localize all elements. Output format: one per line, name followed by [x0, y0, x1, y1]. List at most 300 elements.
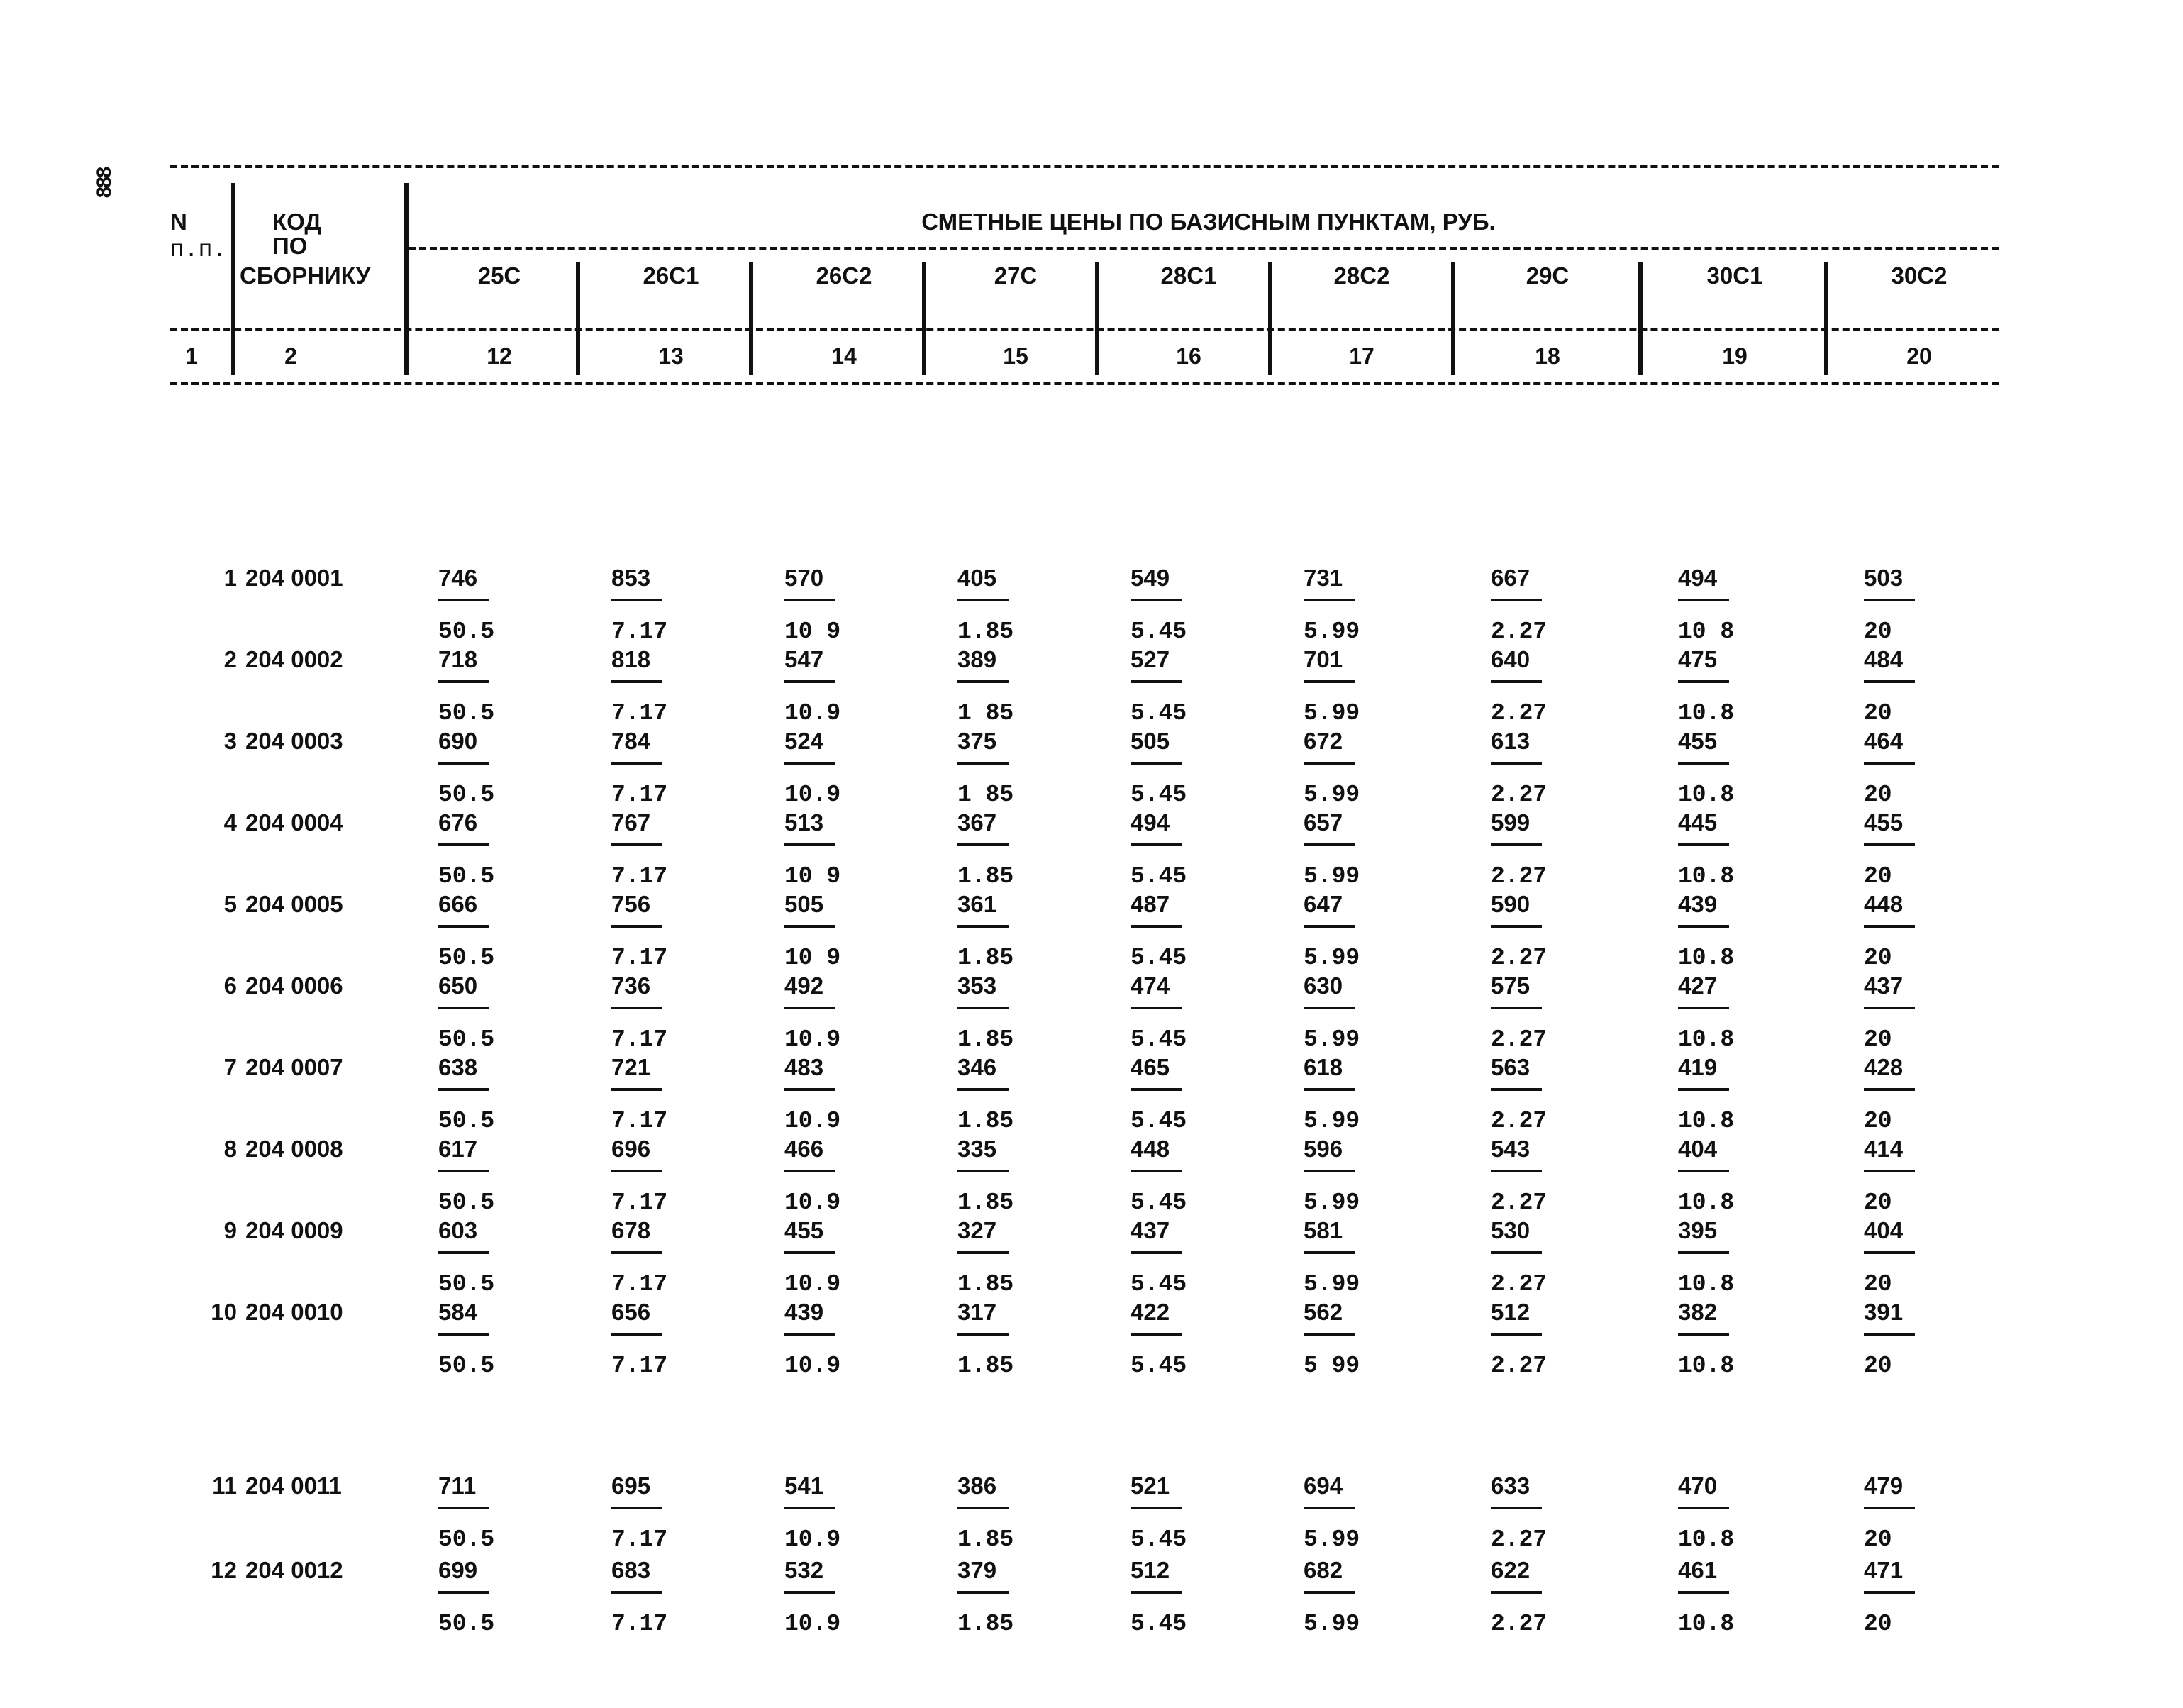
zone-header-4: 27С — [994, 262, 1038, 289]
fraction-line — [611, 1006, 662, 1009]
fraction-line — [957, 680, 1009, 683]
fraction-line — [1678, 925, 1729, 928]
zone-divider — [1824, 262, 1828, 375]
fraction-line — [438, 1333, 489, 1336]
fraction-line — [1304, 599, 1355, 601]
price-value: 701 — [1304, 646, 1343, 672]
price-index: 7.17 — [611, 863, 668, 889]
price-fraction — [1491, 1299, 1597, 1412]
price-value: 439 — [784, 1299, 824, 1325]
price-index: 20 — [1864, 1611, 1892, 1637]
fraction-line — [1678, 1591, 1729, 1594]
price-index: 10 8 — [1678, 619, 1735, 645]
fraction-line — [1678, 599, 1729, 601]
price-index: 5.45 — [1131, 700, 1187, 726]
price-value: 622 — [1491, 1557, 1531, 1583]
fraction-line — [1491, 843, 1542, 846]
price-fraction — [438, 1299, 545, 1412]
row-code: 204 0009 — [245, 1217, 343, 1243]
price-value: 389 — [957, 646, 997, 672]
divider-code-prices — [404, 183, 409, 375]
fraction-line — [1131, 1006, 1182, 1009]
zone-divider — [922, 262, 926, 375]
price-value: 575 — [1491, 972, 1531, 999]
price-index: 7.17 — [611, 1190, 668, 1216]
zones-rule — [409, 247, 1999, 250]
price-value: 361 — [957, 891, 997, 917]
fraction-line — [438, 1507, 489, 1509]
price-value: 466 — [784, 1136, 824, 1162]
price-index: 5.45 — [1131, 1611, 1187, 1637]
price-value: 678 — [611, 1217, 651, 1243]
fraction-line — [611, 1170, 662, 1172]
fraction-line — [1678, 843, 1729, 846]
price-index: 7.17 — [611, 782, 668, 808]
price-index: 20 — [1864, 700, 1892, 726]
fraction-line — [784, 843, 835, 846]
price-value: 521 — [1131, 1473, 1170, 1499]
fraction-line — [1131, 599, 1182, 601]
price-fraction — [1864, 1557, 1970, 1670]
price-value: 543 — [1491, 1136, 1531, 1162]
price-index: 10.8 — [1678, 1108, 1735, 1134]
column-number: 19 — [1722, 343, 1748, 369]
row-number: 1 — [223, 565, 237, 591]
price-value: 512 — [1131, 1557, 1170, 1583]
price-fraction — [1678, 1299, 1784, 1412]
price-value: 474 — [1131, 972, 1170, 999]
price-value: 494 — [1678, 565, 1718, 591]
fraction-line — [1491, 762, 1542, 765]
price-index: 10.8 — [1678, 1611, 1735, 1637]
price-index: 7.17 — [611, 1026, 668, 1053]
price-index: 7.17 — [611, 1353, 668, 1379]
column-number: 1 — [185, 343, 198, 369]
price-value: 603 — [438, 1217, 478, 1243]
fraction-line — [1131, 762, 1182, 765]
fraction-line — [1304, 843, 1355, 846]
col-n-label: N — [170, 209, 187, 235]
price-value: 736 — [611, 972, 651, 999]
price-value: 666 — [438, 891, 478, 917]
fraction-line — [1131, 1333, 1182, 1336]
price-value: 317 — [957, 1299, 997, 1325]
price-value: 455 — [1864, 809, 1904, 836]
price-value: 549 — [1131, 565, 1170, 591]
price-index: 1.85 — [957, 1190, 1014, 1216]
price-index: 10 9 — [784, 945, 841, 971]
price-value: 346 — [957, 1054, 997, 1080]
header-top-rule — [170, 165, 1999, 168]
price-value: 541 — [784, 1473, 824, 1499]
column-number: 2 — [284, 343, 297, 369]
price-value: 448 — [1131, 1136, 1170, 1162]
price-value: 683 — [611, 1557, 651, 1583]
price-value: 494 — [1131, 809, 1170, 836]
price-index: 2.27 — [1491, 1353, 1548, 1379]
fraction-line — [957, 1251, 1009, 1254]
price-index: 5.99 — [1304, 1611, 1360, 1637]
fraction-line — [1864, 1333, 1915, 1336]
price-index: 10.9 — [784, 1026, 841, 1053]
price-index: 2.27 — [1491, 782, 1548, 808]
fraction-line — [1131, 1507, 1182, 1509]
price-index: 2.27 — [1491, 863, 1548, 889]
fraction-line — [1491, 1088, 1542, 1091]
fraction-line — [438, 680, 489, 683]
fraction-line — [784, 1251, 835, 1254]
price-value: 563 — [1491, 1054, 1531, 1080]
price-value: 391 — [1864, 1299, 1904, 1325]
price-index: 10.8 — [1678, 1271, 1735, 1297]
price-index: 7.17 — [611, 1526, 668, 1553]
price-index: 7.17 — [611, 1611, 668, 1637]
price-value: 445 — [1678, 809, 1718, 836]
fraction-line — [1131, 1591, 1182, 1594]
price-value: 465 — [1131, 1054, 1170, 1080]
price-index: 20 — [1864, 945, 1892, 971]
fraction-line — [1491, 1591, 1542, 1594]
price-value: 718 — [438, 646, 478, 672]
price-index: 1.85 — [957, 1353, 1014, 1379]
fraction-line — [1304, 1006, 1355, 1009]
row-code: 204 0011 — [245, 1473, 342, 1499]
price-index: 20 — [1864, 863, 1892, 889]
price-index: 10.8 — [1678, 782, 1735, 808]
price-value: 492 — [784, 972, 824, 999]
fraction-line — [1304, 680, 1355, 683]
price-value: 818 — [611, 646, 651, 672]
price-index: 1.85 — [957, 619, 1014, 645]
row-code: 204 0002 — [245, 646, 343, 672]
price-value: 382 — [1678, 1299, 1718, 1325]
price-index: 7.17 — [611, 700, 668, 726]
price-index: 1.85 — [957, 1271, 1014, 1297]
price-value: 590 — [1491, 891, 1531, 917]
price-index: 10.8 — [1678, 945, 1735, 971]
zone-header-5: 28С1 — [1160, 262, 1217, 289]
price-value: 404 — [1678, 1136, 1718, 1162]
price-value: 375 — [957, 728, 997, 754]
zone-divider — [1451, 262, 1455, 375]
price-value: 353 — [957, 972, 997, 999]
column-number: 14 — [831, 343, 857, 369]
fraction-line — [438, 1591, 489, 1594]
zone-header-2: 26С1 — [643, 262, 699, 289]
row-code: 204 0006 — [245, 972, 343, 999]
fraction-line — [1304, 925, 1355, 928]
row-number: 2 — [223, 646, 237, 672]
fraction-line — [1864, 925, 1915, 928]
price-value: 696 — [611, 1136, 651, 1162]
price-fraction — [438, 1557, 545, 1670]
price-index: 1 85 — [957, 700, 1014, 726]
row-number: 7 — [223, 1054, 237, 1080]
price-index: 50.5 — [438, 863, 495, 889]
fraction-line — [1678, 1251, 1729, 1254]
fraction-line — [957, 1006, 1009, 1009]
price-value: 532 — [784, 1557, 824, 1583]
price-index: 10.8 — [1678, 700, 1735, 726]
price-index: 5.99 — [1304, 782, 1360, 808]
fraction-line — [784, 1333, 835, 1336]
row-number: 8 — [223, 1136, 237, 1162]
fraction-line — [1864, 599, 1915, 601]
price-index: 1 85 — [957, 782, 1014, 808]
price-fraction — [1678, 1557, 1784, 1670]
price-value: 455 — [1678, 728, 1718, 754]
price-value: 596 — [1304, 1136, 1343, 1162]
price-value: 617 — [438, 1136, 478, 1162]
price-index: 5.45 — [1131, 945, 1187, 971]
price-value: 367 — [957, 809, 997, 836]
price-index: 10.9 — [784, 1271, 841, 1297]
fraction-line — [1491, 1006, 1542, 1009]
price-index: 10.8 — [1678, 863, 1735, 889]
zone-header-8: 30С1 — [1706, 262, 1763, 289]
price-value: 419 — [1678, 1054, 1718, 1080]
fraction-line — [1678, 1006, 1729, 1009]
fraction-line — [1678, 1170, 1729, 1172]
price-index: 5.45 — [1131, 1526, 1187, 1553]
row-code: 204 0003 — [245, 728, 343, 754]
fraction-line — [1491, 1333, 1542, 1336]
price-index: 7.17 — [611, 1271, 668, 1297]
price-index: 10.8 — [1678, 1353, 1735, 1379]
price-index: 20 — [1864, 1108, 1892, 1134]
header-bottom-rule — [170, 328, 1999, 331]
price-index: 20 — [1864, 1526, 1892, 1553]
price-fraction — [784, 1557, 891, 1670]
price-value: 427 — [1678, 972, 1718, 999]
zone-divider — [1638, 262, 1643, 375]
price-index: 5.99 — [1304, 1526, 1360, 1553]
price-value: 547 — [784, 646, 824, 672]
col-code-label-3: СБОРНИКУ — [240, 262, 371, 289]
price-index: 10.9 — [784, 1353, 841, 1379]
price-value: 676 — [438, 809, 478, 836]
row-number: 4 — [223, 809, 237, 836]
price-value: 638 — [438, 1054, 478, 1080]
fraction-line — [1864, 1591, 1915, 1594]
price-index: 5 99 — [1304, 1353, 1360, 1379]
column-number: 13 — [658, 343, 684, 369]
price-index: 1.85 — [957, 1026, 1014, 1053]
price-value: 484 — [1864, 646, 1904, 672]
price-value: 699 — [438, 1557, 478, 1583]
fraction-line — [957, 762, 1009, 765]
price-index: 5.45 — [1131, 782, 1187, 808]
column-number: 16 — [1176, 343, 1201, 369]
price-index: 10 9 — [784, 863, 841, 889]
price-value: 505 — [1131, 728, 1170, 754]
price-value: 483 — [784, 1054, 824, 1080]
zone-header-9: 30С2 — [1891, 262, 1948, 289]
fraction-line — [784, 1088, 835, 1091]
fraction-line — [957, 843, 1009, 846]
price-value: 731 — [1304, 565, 1343, 591]
price-fraction — [957, 1557, 1064, 1670]
price-index: 5.99 — [1304, 863, 1360, 889]
divider-n-code — [231, 183, 235, 375]
price-fraction — [1304, 1557, 1410, 1670]
fraction-line — [1131, 1170, 1182, 1172]
price-index: 5.45 — [1131, 1026, 1187, 1053]
col-code-label: КОД — [272, 209, 321, 235]
fraction-line — [438, 599, 489, 601]
fraction-line — [1678, 1333, 1729, 1336]
fraction-line — [1304, 1507, 1355, 1509]
fraction-line — [438, 762, 489, 765]
price-fraction — [1131, 1299, 1237, 1412]
price-value: 327 — [957, 1217, 997, 1243]
zone-divider — [749, 262, 753, 375]
price-value: 439 — [1678, 891, 1718, 917]
fraction-line — [784, 1006, 835, 1009]
fraction-line — [1304, 1591, 1355, 1594]
row-code: 204 0001 — [245, 565, 343, 591]
row-code: 204 0010 — [245, 1299, 343, 1325]
price-value: 784 — [611, 728, 651, 754]
price-value: 570 — [784, 565, 824, 591]
fraction-line — [1678, 680, 1729, 683]
price-value: 470 — [1678, 1473, 1718, 1499]
fraction-line — [1304, 762, 1355, 765]
price-value: 640 — [1491, 646, 1531, 672]
fraction-line — [438, 843, 489, 846]
price-value: 479 — [1864, 1473, 1904, 1499]
row-number: 9 — [223, 1217, 237, 1243]
price-value: 527 — [1131, 646, 1170, 672]
price-value: 487 — [1131, 891, 1170, 917]
price-index: 10.9 — [784, 1611, 841, 1637]
price-index: 2.27 — [1491, 619, 1548, 645]
price-value: 630 — [1304, 972, 1343, 999]
price-value: 721 — [611, 1054, 651, 1080]
price-value: 503 — [1864, 565, 1904, 591]
price-value: 395 — [1678, 1217, 1718, 1243]
fraction-line — [784, 925, 835, 928]
price-index: 5.45 — [1131, 863, 1187, 889]
price-index: 5.99 — [1304, 700, 1360, 726]
fraction-line — [784, 1507, 835, 1509]
fraction-line — [957, 1333, 1009, 1336]
fraction-line — [611, 1088, 662, 1091]
fraction-line — [784, 680, 835, 683]
price-index: 10.9 — [784, 1190, 841, 1216]
price-value: 405 — [957, 565, 997, 591]
price-index: 10.9 — [784, 782, 841, 808]
fraction-line — [1678, 762, 1729, 765]
price-value: 650 — [438, 972, 478, 999]
fraction-line — [1491, 1507, 1542, 1509]
row-number: 3 — [223, 728, 237, 754]
fraction-line — [438, 1006, 489, 1009]
price-index: 50.5 — [438, 1026, 495, 1053]
fraction-line — [611, 843, 662, 846]
price-index: 5.99 — [1304, 1026, 1360, 1053]
price-value: 656 — [611, 1299, 651, 1325]
price-fraction — [957, 1299, 1064, 1412]
price-index: 2.27 — [1491, 1271, 1548, 1297]
price-value: 767 — [611, 809, 651, 836]
fraction-line — [1304, 1251, 1355, 1254]
price-value: 461 — [1678, 1557, 1718, 1583]
price-index: 5.45 — [1131, 1108, 1187, 1134]
price-index: 10.9 — [784, 700, 841, 726]
price-value: 437 — [1131, 1217, 1170, 1243]
price-index: 2.27 — [1491, 1611, 1548, 1637]
page-number-mark: 888 — [94, 169, 118, 199]
price-value: 512 — [1491, 1299, 1531, 1325]
fraction-line — [1304, 1333, 1355, 1336]
fraction-line — [438, 925, 489, 928]
price-value: 672 — [1304, 728, 1343, 754]
fraction-line — [1131, 1251, 1182, 1254]
price-index: 20 — [1864, 619, 1892, 645]
column-number: 15 — [1003, 343, 1028, 369]
price-value: 756 — [611, 891, 651, 917]
col-n-sublabel: п.п. — [170, 237, 227, 263]
zone-header-6: 28С2 — [1333, 262, 1390, 289]
fraction-line — [957, 1507, 1009, 1509]
price-value: 404 — [1864, 1217, 1904, 1243]
price-fraction — [1304, 1299, 1410, 1412]
price-index: 10.9 — [784, 1108, 841, 1134]
price-index: 5.99 — [1304, 1190, 1360, 1216]
price-index: 2.27 — [1491, 1026, 1548, 1053]
price-index: 1.85 — [957, 1108, 1014, 1134]
price-index: 5.45 — [1131, 1190, 1187, 1216]
price-value: 464 — [1864, 728, 1904, 754]
fraction-line — [1304, 1088, 1355, 1091]
fraction-line — [611, 599, 662, 601]
price-index: 50.5 — [438, 1611, 495, 1637]
price-fraction — [1864, 1299, 1970, 1412]
fraction-line — [611, 1333, 662, 1336]
col-code-label-2: ПО — [272, 233, 308, 259]
zone-divider — [576, 262, 580, 375]
price-index: 1.85 — [957, 863, 1014, 889]
price-index: 10.9 — [784, 1526, 841, 1553]
price-index: 10.8 — [1678, 1026, 1735, 1053]
fraction-line — [1864, 843, 1915, 846]
price-value: 633 — [1491, 1473, 1531, 1499]
row-code: 204 0004 — [245, 809, 343, 836]
fraction-line — [611, 925, 662, 928]
price-index: 20 — [1864, 1271, 1892, 1297]
price-index: 2.27 — [1491, 1526, 1548, 1553]
zone-divider — [1268, 262, 1272, 375]
fraction-line — [1864, 1088, 1915, 1091]
price-index: 50.5 — [438, 1353, 495, 1379]
row-number: 12 — [211, 1557, 237, 1583]
row-number: 6 — [223, 972, 237, 999]
row-code: 204 0005 — [245, 891, 343, 917]
prices-title: СМЕТНЫЕ ЦЕНЫ ПО БАЗИСНЫМ ПУНКТАМ, РУБ. — [921, 209, 1496, 235]
fraction-line — [1131, 925, 1182, 928]
fraction-line — [1864, 1251, 1915, 1254]
fraction-line — [784, 1591, 835, 1594]
fraction-line — [784, 1170, 835, 1172]
fraction-line — [957, 599, 1009, 601]
row-code: 204 0012 — [245, 1557, 343, 1583]
price-index: 5.99 — [1304, 619, 1360, 645]
price-index: 10.8 — [1678, 1526, 1735, 1553]
row-number: 5 — [223, 891, 237, 917]
price-value: 694 — [1304, 1473, 1343, 1499]
price-value: 581 — [1304, 1217, 1343, 1243]
